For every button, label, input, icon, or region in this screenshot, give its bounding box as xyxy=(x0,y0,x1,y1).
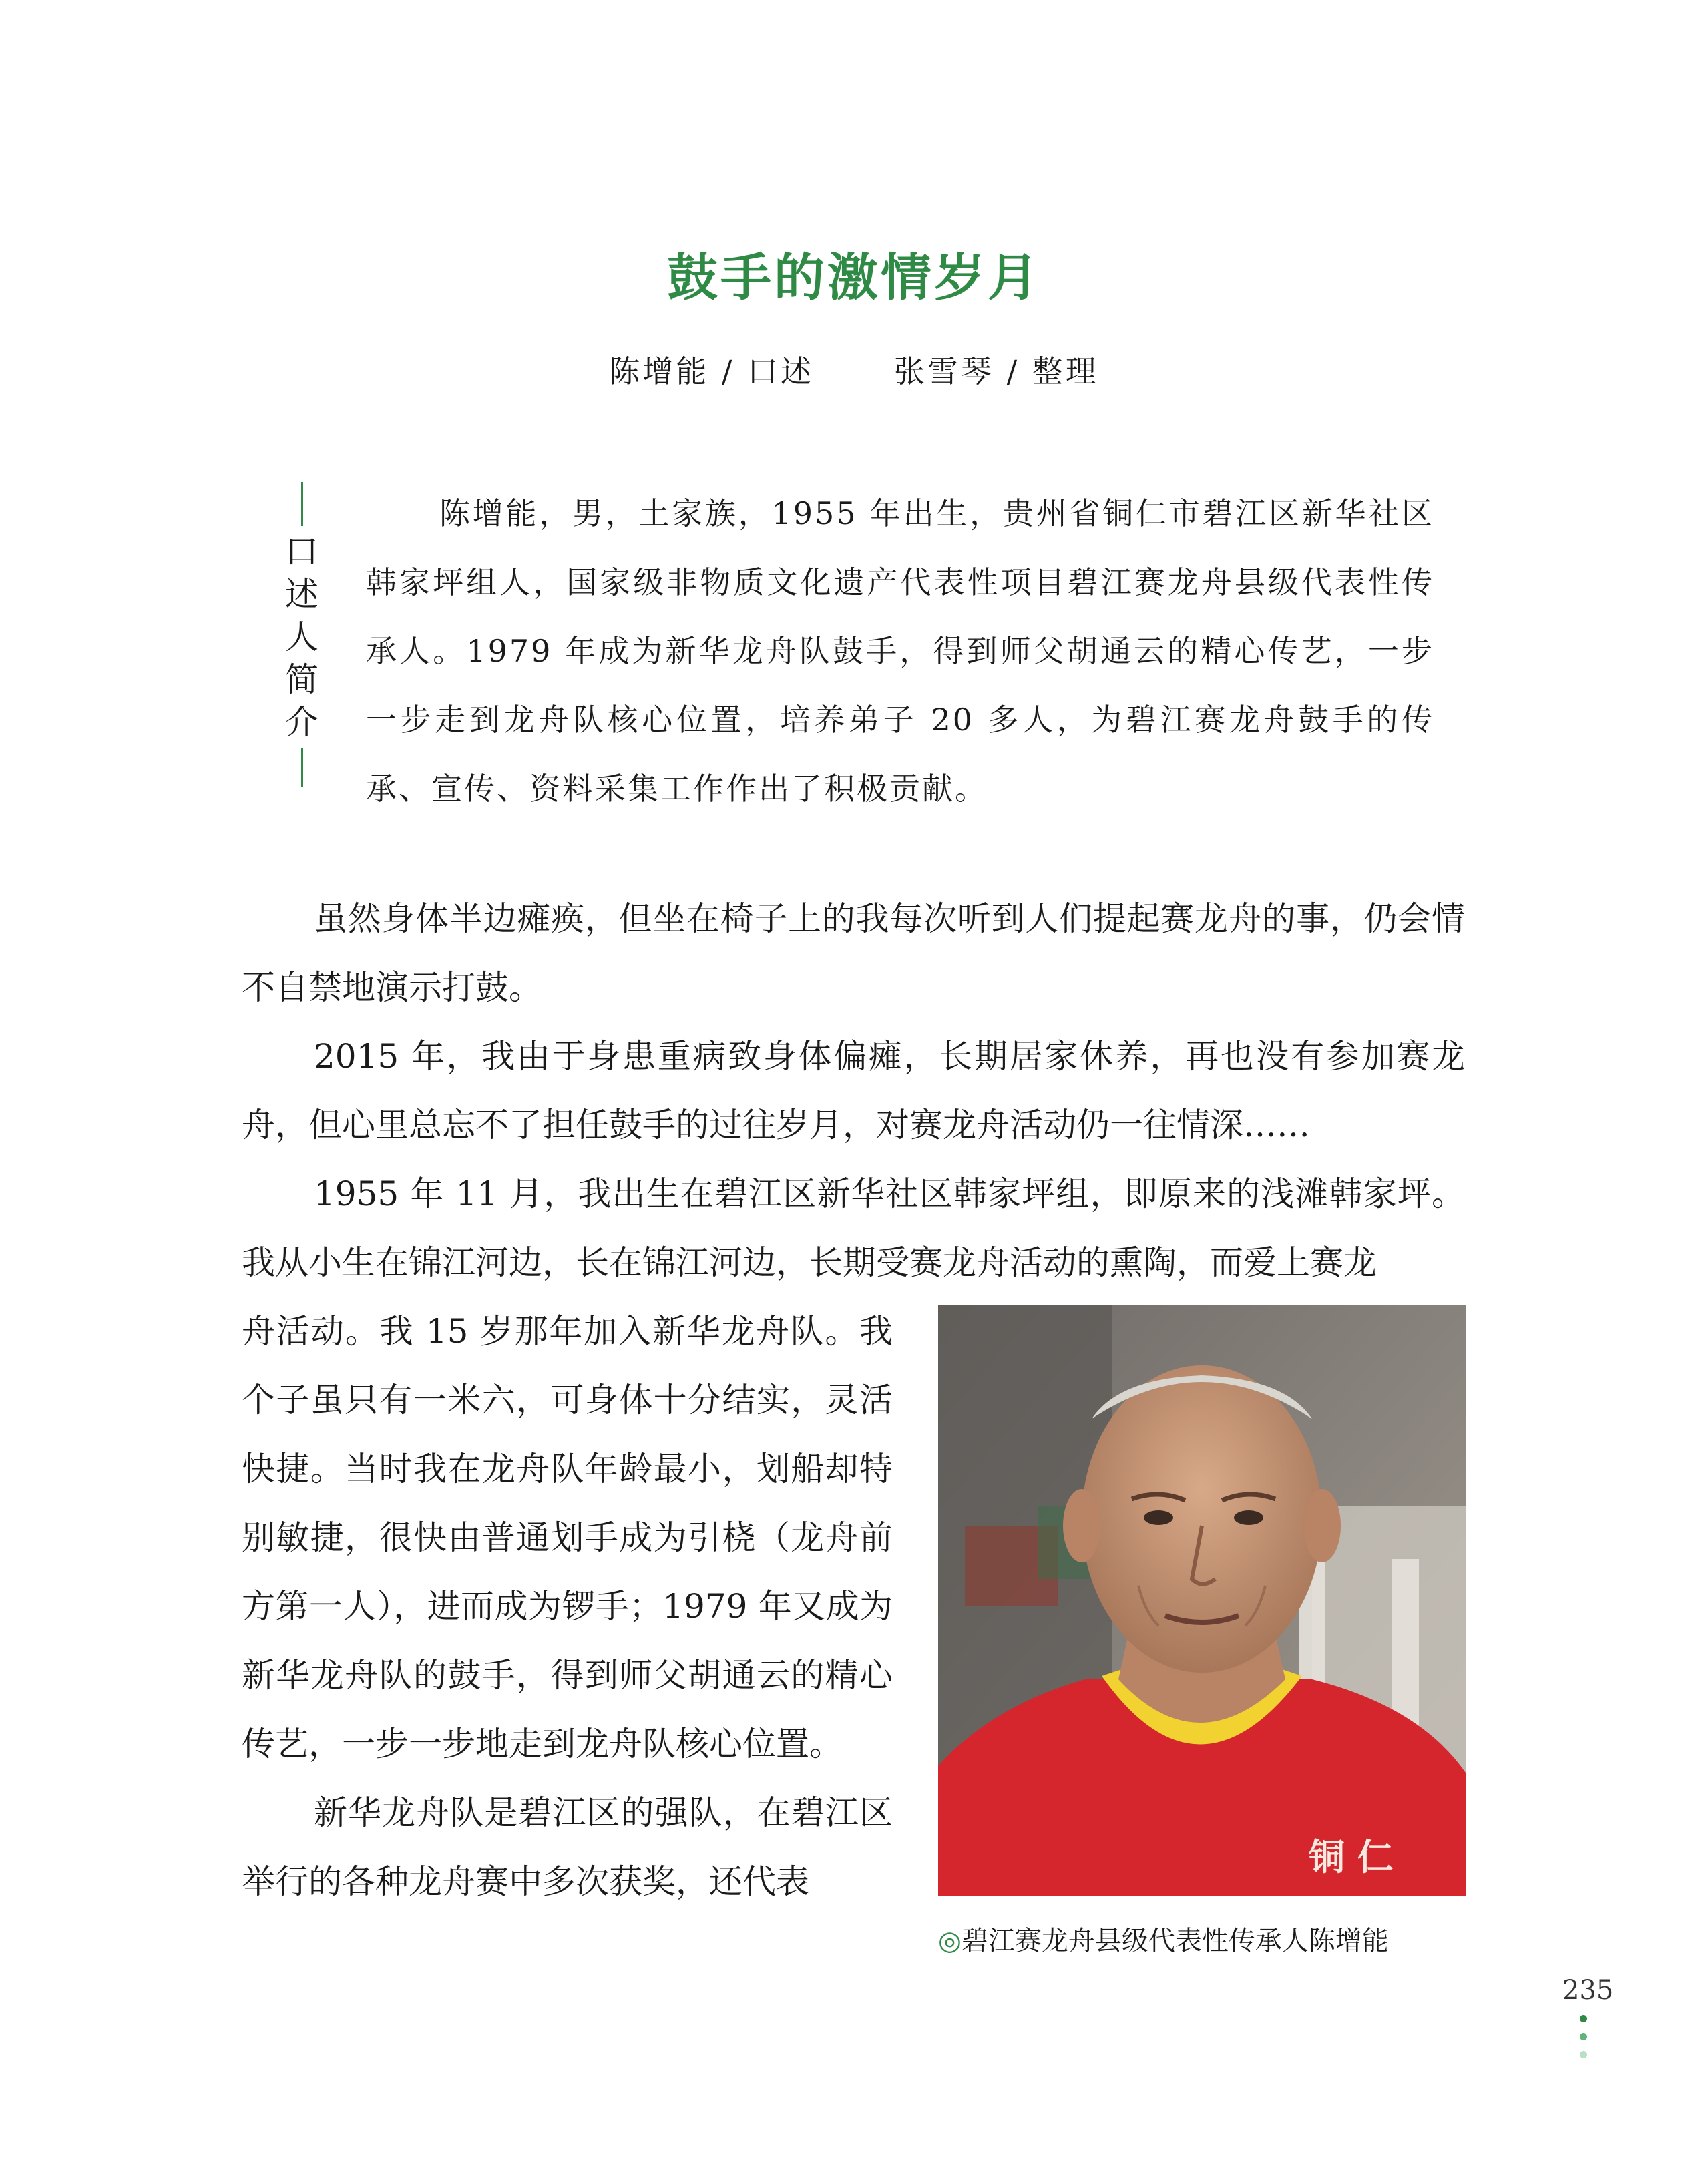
label-char: 简 xyxy=(285,660,318,699)
body-paragraph: 1955 年 11 月，我出生在碧江区新华社区韩家坪组，即原来的浅滩韩家坪。我从小生在锦江河边，长在锦江河边，长期受赛龙舟活动的熏陶，而爱上赛龙 xyxy=(242,1174,1465,1282)
body-text-beside-photo xyxy=(242,1297,893,1916)
label-top-rule xyxy=(301,482,303,526)
label-bottom-rule xyxy=(301,748,303,787)
page-title: 鼓手的激情岁月 xyxy=(667,248,1041,307)
body-paragraph-continued: 舟活动。我 15 岁那年加入新华龙舟队。我个子虽只有一米六，可身体十分结实，灵活快捷。当时我在龙舟队年龄最小，划船却特别敏捷，很快由普通划手成为引桡（龙舟前方第一人），进而成为锣手；1979 年又成为新华龙舟队的鼓手，得到师父胡通云的精心传艺，一步一步地走到龙舟队核心位置。 xyxy=(242,1312,893,1763)
photo-caption xyxy=(938,1920,1472,1958)
label-char: 口 xyxy=(285,532,318,571)
caption-text: 碧江赛龙舟县级代表性传承人陈增能 xyxy=(961,1926,1389,1956)
narrator-credit: 陈增能 / 口述 xyxy=(609,353,814,389)
narrator-intro-label xyxy=(284,482,320,787)
shirt-text: 铜 仁 xyxy=(1309,1836,1394,1878)
body-paragraph: 虽然身体半边瘫痪，但坐在椅子上的我每次听到人们提起赛龙舟的事，仍会情不自禁地演示打鼓。 xyxy=(242,899,1465,1007)
byline xyxy=(0,347,1708,391)
dot-icon xyxy=(1580,2015,1587,2022)
intro-paragraph: 陈增能，男，土家族，1955 年出生，贵州省铜仁市碧江区新华社区韩家坪组人，国家级非物质文化遗产代表性项目碧江赛龙舟县级代表性传承人。1979 年成为新华龙舟队鼓手，得到师父胡通云的精心传艺，一步一步走到龙舟队核心位置，培养弟子 20 多人，为碧江赛龙舟鼓手的传承、宣传、资料采集工作作出了积极贡献。 xyxy=(366,495,1434,807)
label-char: 述 xyxy=(285,575,318,614)
portrait-illustration xyxy=(938,1305,1466,1896)
label-char: 人 xyxy=(285,618,318,656)
editor-credit: 张雪琴 / 整理 xyxy=(894,353,1099,389)
caption-bullet-icon: ◎ xyxy=(938,1926,962,1956)
decorative-dots xyxy=(1580,2015,1589,2069)
label-text xyxy=(284,530,320,744)
body-paragraph: 新华龙舟队是碧江区的强队，在碧江区举行的各种龙舟赛中多次获奖，还代表 xyxy=(242,1793,893,1901)
dot-icon xyxy=(1580,2033,1587,2040)
page-number: 235 xyxy=(1562,1975,1614,2006)
narrator-intro xyxy=(366,479,1434,823)
portrait-photo xyxy=(938,1305,1466,1896)
dot-icon xyxy=(1580,2051,1587,2058)
body-text-full-width xyxy=(242,885,1465,1297)
body-paragraph: 2015 年，我由于身患重病致身体偏瘫，长期居家休养，再也没有参加赛龙舟，但心里总忘不了担任鼓手的过往岁月，对赛龙舟活动仍一往情深…… xyxy=(242,1037,1465,1144)
label-char: 介 xyxy=(285,703,318,742)
